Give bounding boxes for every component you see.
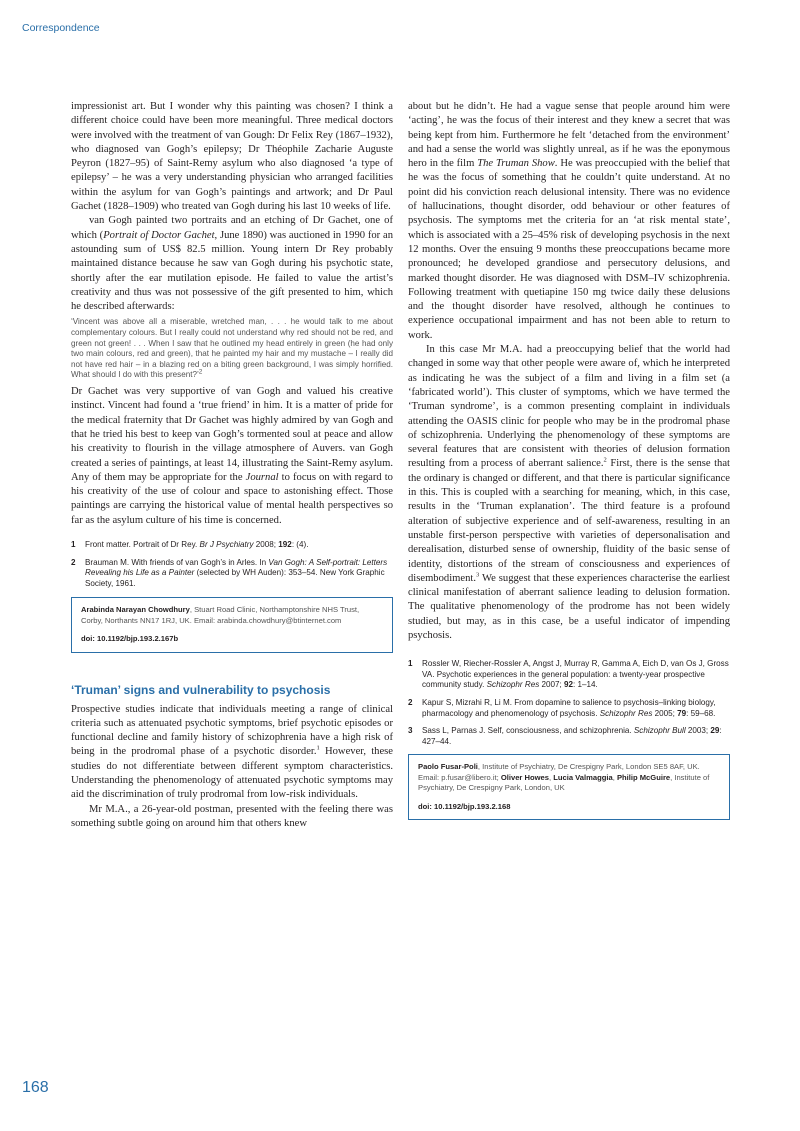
letter1-paragraph-3: Dr Gachet was very supportive of van Gogh and valued his creative instinct. Vincent had found a ‘true friend’ in him. It is a matter of pride for the medical fraternity that Dr Gachet was highly admired by van Gogh and that he tried his best to keep van Gogh’s tormented soul at peace and allow his creativity to flourish in the village atmosphere of Auvers. van Gogh created a series of paintings, at least 14, illustrating the Saint-Remy asylum. Any of them may be appropriate for the Journal to focus on with regard to his creativity of the use of colour and space to astonishing effect. Those paintings are carrying the historical value of mental health perspectives so far as the asylum culture of his time is concerned. <box>71 386 393 526</box>
doi-link[interactable]: doi: 10.1192/bjp.193.2.168 <box>418 801 511 811</box>
letter2-paragraph-2: Mr M.A., a 26-year-old postman, presented with the feeling there was something subtle going on around him that others knew <box>71 803 393 829</box>
letter2-author-box: Paolo Fusar-Poli, Institute of Psychiatry, De Crespigny Park, London SE5 8AF, UK. Email: p.fusar@libero.it; Oliver Howes, Lucia Valmaggia, Philip McGuire, Institute of Psychiatry, De Crespigny Park, London, UK doi: 10.1192/bjp.193.2.168 <box>408 754 730 820</box>
letter1-author-box: Arabinda Narayan Chowdhury, Stuart Road Clinic, Northamptonshire NHS Trust, Corby, Northants NN17 1RJ, UK. Email: arabinda.chowdhury@btinternet.com doi: 10.1192/bjp.193.2.167b <box>71 597 393 652</box>
author-name: Lucia Valmaggia <box>553 772 613 782</box>
reference-item: 1 Rossler W, Riecher-Rossler A, Angst J, Murray R, Gamma A, Eich D, van Os J, Gross VA. Psychotic experiences in the general population: a twenty-year prospective community study. Schizophr Res 2007; 92: 1–14. <box>408 659 729 690</box>
block-quote: ‘Vincent was above all a miserable, wretched man, . . . he would talk to me about complementary colours. But I really could not understand why red should not be red, and green not green! . . . When I saw that he outlined my head entirely in green (he had only two main colours, red and green), that he painted my hair and my mustache – I really did not have red hair – in a blazing red on a biting green background, I was simply horrified. What should I do with this present?’$^2$ <box>71 317 393 380</box>
page-number: 168 <box>22 1079 49 1096</box>
author-name: Paolo Fusar-Poli <box>418 762 478 772</box>
letter1-references <box>71 540 393 589</box>
author-name: Philip McGuire <box>616 772 671 782</box>
letter1-paragraph-1: impressionist art. But I wonder why this painting was chosen? I think a different choice could have been more meaningful. Three medical doctors were involved with the treatment of van Gough: Dr Felix Rey (1867–1932), who diagnosed van Gogh’s epilepsy; Dr Théophile Zacharie Auguste Peyron (1827–95) of Saint-Remy asylum who also diagnosed ‘a type of epilepsy’ – he was a very understanding physician who arranged facilities within the asylum for van Gogh’s paintings and artwork; and Dr Paul Gachet (1828–1909) who treated van Gogh during his last 10 weeks of life. <box>71 101 393 213</box>
letter2-paragraph-1: Prospective studies indicate that individuals meeting a range of clinical criteria such as attenuated psychotic symptoms, brief psychotic episodes or functional decline and family history of schizophrenia have a high risk of being in the prodromal phase of a psychotic disorder.$^1$ However, these studies do not differentiate between different symptom characteristics. Understanding the phenomenology of attenuated psychotic symptoms may aid the discrimination of truly prodromal from low-risk individuals. <box>71 703 393 801</box>
reference-item: 3 Sass L, Parnas J. Self, consciousness, and schizophrenia. Schizophr Bull 2003; 29: 427–44. <box>408 726 722 746</box>
section-label: Correspondence <box>22 22 100 34</box>
letter2-paragraph-3: about but he didn’t. He had a vague sense that people around him were ‘acting’, he was the focus of their interest and they knew a secret that was being kept from him. Furthermore he felt ‘detached from the environment’ and had a sense the world was slightly unreal, as if he was the eponymous hero in the film The Truman Show. He was preoccupied with the belief that he was the focus of something that he couldn’t quite understand. At no point did his conviction reach delusional intensity. There was no evidence of hallucinations, thought disorder, odd behaviour or other features of psychosis. The symptoms met the criteria for an ‘at risk mental state’, which is associated with a 25–45% risk of developing psychosis in the next 12 months. Over the ensuing 9 months these preoccupations became more pronounced; he developed grandiose and persecutory delusions, and marked thought disorder. He was diagnosed with DSM–IV schizophrenia. Following treatment with quetiapine 150 mg twice daily these delusions and the thought disorder have resolved, although he continues to experience occupational impairment and has not been able to return to work. <box>408 101 730 341</box>
article-heading: ‘Truman’ signs and vulnerability to psychosis <box>71 682 331 697</box>
reference-item: 2 Kapur S, Mizrahi R, Li M. From dopamine to salience to psychosis–linking biology, pharmacology and phenomenology of psychosis. Schizophr Res 2005; 79: 59–68. <box>408 698 716 718</box>
letter1-paragraph-2: van Gogh painted two portraits and an etching of Dr Gachet, one of which (Portrait of Doctor Gachet, June 1890) was auctioned in 1990 for an astounding sum of US$ 82.5 million. Young intern Dr Rey probably maintained distance because he saw van Gogh during his psychotic state, shortly after the ear mutilation episode. He failed to value the artist’s creativity and thus was not possessive of the gift presented to him, which he described afterwards: <box>71 215 393 313</box>
right-column <box>408 100 730 820</box>
reference-item: 2 Brauman M. With friends of van Gogh’s in Arles. In Van Gogh: A Self-portrait: Letters Revealing his Life as a Painter (selected by WH Auden): 353–54. New York Graphic Society, 1961. <box>71 557 388 588</box>
reference-item: 1 Front matter. Portrait of Dr Rey. Br J Psychiatry 2008; 192: (4). <box>71 539 309 549</box>
letter2-paragraph-4: In this case Mr M.A. had a preoccupying belief that the world had changed in some way that other people were aware of, which he interpreted as indicating he was the subject of a film and living in a film set (a ‘fabricated world’). This cluster of symptoms, which we have termed the ‘Truman syndrome’, is a common presenting complaint in individuals attending the OASIS clinic for people who may be in the prodromal phase of schizophrenia. Underlying the phenomenology of these symptoms are several features that are consistent with theories of delusion formation resulting from a process of aberrant salience.$^2$ First, there is the sense that the ordinary is changed or different, and that there is particular significance in this. This is coupled with a searching for meaning, which, in this case, results in the ‘Truman explanation’. The third feature is a profound alteration of subjective experience and of self-awareness, resulting in an unstable first-person perspective with varieties of depersonalisation and derealisation, disturbed sense of ownership, fluidity of the basic sense of identity, distortions of the stream of consciousness and experiences of disembodiment.$^3$ We suggest that these experiences characterise the earliest clinical manifestation of aberrant salience leading to delusion formation. The qualitative phenomenology of the prodrome has not been widely studied, but may, as in this case, be a useful indicator of impending psychosis. <box>408 344 730 641</box>
letter2-references <box>408 659 730 747</box>
author-name: Arabinda Narayan Chowdhury <box>81 605 190 615</box>
author-name: Oliver Howes <box>500 772 549 782</box>
left-column <box>71 100 393 831</box>
doi-link[interactable]: doi: 10.1192/bjp.193.2.167b <box>81 634 179 644</box>
